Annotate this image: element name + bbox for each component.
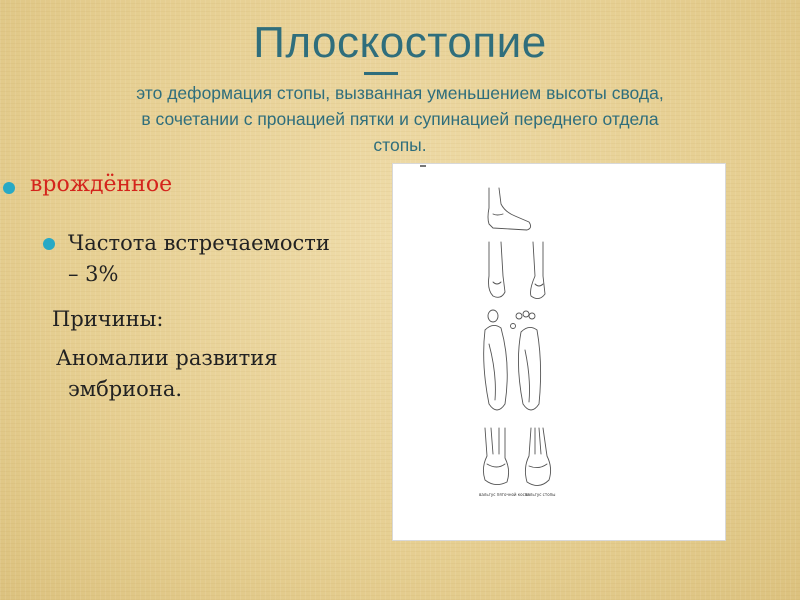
- frequency-text: [68, 228, 330, 290]
- definition-line-1: это деформация стопы, вызванная уменьшением высоты свода,: [136, 83, 664, 103]
- definition-line-2: в сочетании с пронацией пятки и супинацией переднего отдела: [141, 109, 659, 129]
- foot-side-view-icon: [488, 188, 531, 230]
- causes-label: Причины:: [52, 307, 164, 331]
- foot-illustration: [393, 164, 725, 540]
- foot-sole-icon: [484, 310, 541, 410]
- definition-line-3: стопы.: [373, 135, 427, 155]
- causes-line-2: эмбриона.: [68, 377, 183, 401]
- causes-text: [56, 343, 278, 405]
- slide-title: Плоскостопие: [253, 18, 547, 67]
- title-accent-line: [364, 72, 398, 75]
- bullet-icon: [43, 238, 55, 250]
- category-label: врождённое: [30, 172, 173, 197]
- figure-caption-1: вальгус пяточной кости: [479, 492, 530, 497]
- definition-text: [30, 80, 770, 158]
- legs-back-view-icon: [483, 428, 550, 486]
- causes-line-1: Аномалии развития: [56, 346, 278, 370]
- frequency-line-2: – 3%: [68, 262, 119, 286]
- feet-front-view-icon: [489, 242, 546, 299]
- bullet-icon: [3, 182, 15, 194]
- figure-caption-2: вальгус стопы: [525, 492, 556, 497]
- frequency-line-1: Частота встречаемости: [68, 231, 330, 255]
